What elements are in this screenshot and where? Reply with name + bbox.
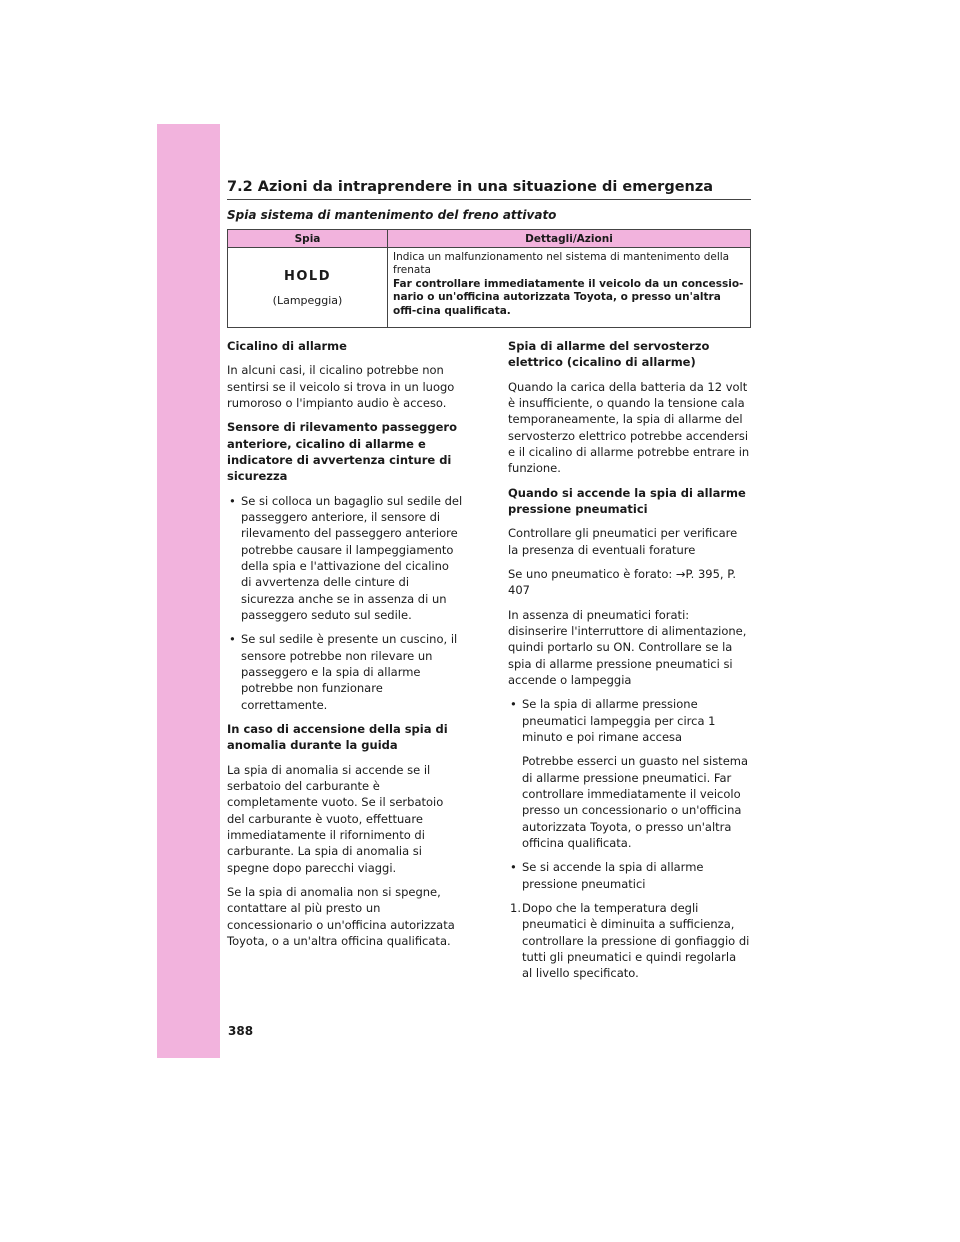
table-header-row	[228, 230, 751, 248]
heading-spia-anomalia: In caso di accensione della spia di anomalia durante la guida	[227, 721, 448, 753]
hold-indicator-icon: HOLD	[283, 268, 331, 284]
warning-light-table	[227, 229, 751, 328]
list-item: • Se sul sedile è presente un cuscino, il sensore potrebbe non rilevare un passeggero e la spia di allarme potrebbe non funzionare correttamente.	[227, 631, 463, 713]
right-column	[508, 338, 750, 989]
details-action: Far controllare immediatamente il veicolo da un concessio-nario o un'officina autorizzata Toyota, o presso un'altra offi-cina qualificata.	[393, 277, 744, 317]
paragraph: In assenza di pneumatici forati: disinserire l'interruttore di alimentazione, quindi portarlo su ON. Controllare se la spia di allarme pressione pneumatici si accende o lampeggia	[508, 607, 747, 687]
heading-pressione-pneumatici: Quando si accende la spia di allarme pressione pneumatici	[508, 485, 746, 516]
paragraph: Controllare gli pneumatici per verificare la presenza di eventuali forature	[508, 526, 738, 557]
details-text: Indica un malfunzionamento nel sistema di mantenimento della frenata	[393, 251, 730, 277]
list-item-detail: Potrebbe esserci un guasto nel sistema di allarme pressione pneumatici. Far controllare immediatamente il veicolo presso un concessionario o un'officina autorizzata Toyota, o presso un'altra officina qualificata.	[522, 754, 749, 850]
list-item: • Se si colloca un bagaglio sul sedile del passeggero anteriore, il sensore di rilevamento del passeggero anteriore potrebbe causare il lampeggiamento della spia e l'attivazione del cicalino di avvertenza delle cinture di sicurezza anche se in assenza di un passeggero seduto sul sedile.	[227, 493, 463, 624]
step-text: Dopo che la temperatura degli pneumatici è diminuita a sufficienza, controllare la pressione di gonfiaggio di tutti gli pneumatici e quindi regolarla al livello specificato.	[522, 900, 750, 981]
paragraph: Se la spia di anomalia non si spegne, contattare al più presto un concessionario o un'officina autorizzata Toyota, o a un'altra officina qualificata.	[227, 884, 455, 948]
list-item: • Se la spia di allarme pressione pneumatici lampeggia per circa 1 minuto e poi rimane accesa	[508, 696, 750, 745]
indicator-cell	[228, 248, 388, 328]
paragraph: Quando la carica della batteria da 12 volt è insufficiente, o quando la tensione cala temporaneamente, la spia di allarme del servosterzo elettrico potrebbe accendersi e il cicalino di allarme potrebbe entrare in funzione.	[508, 379, 750, 476]
left-column	[227, 338, 463, 957]
page-number: 388	[228, 1024, 254, 1038]
heading-servosterzo: Spia di allarme del servosterzo elettrico (cicalino di allarme)	[508, 339, 710, 370]
section-title: 7.2 Azioni da intraprendere in una situazione di emergenza	[227, 179, 714, 195]
step-number: 1.	[510, 900, 521, 915]
details-cell	[388, 248, 751, 328]
chapter-tab	[157, 124, 220, 1058]
table-header-details: Dettagli/Azioni	[388, 230, 751, 248]
indicator-state: (Lampeggia)	[272, 293, 343, 307]
paragraph: In alcuni casi, il cicalino potrebbe non sentirsi se il veicolo si trova in un luogo rumoroso o l'impianto audio è acceso.	[227, 363, 455, 410]
paragraph: La spia di anomalia si accende se il serbatoio del carburante è completamente vuoto. Se il serbatoio del carburante è vuoto, effettuare immediatamente il rifornimento di carburante. La spia di anomalia si spegne dopo parecchi viaggi.	[227, 762, 444, 875]
section-divider	[227, 199, 751, 200]
table-caption: Spia sistema di mantenimento del freno attivato	[227, 208, 557, 222]
heading-cicalino: Cicalino di allarme	[227, 339, 347, 353]
list-item: • Se si accende la spia di allarme pressione pneumatici	[508, 859, 750, 892]
table-header-spia: Spia	[228, 230, 388, 248]
heading-sensore: Sensore di rilevamento passeggero anteriore, cicalino di allarme e indicatore di avvertenza cinture di sicurezza	[227, 420, 457, 484]
page-reference: Se uno pneumatico è forato: →P. 395, P. 407	[508, 566, 737, 598]
numbered-item	[508, 900, 750, 982]
table-row	[228, 248, 751, 328]
